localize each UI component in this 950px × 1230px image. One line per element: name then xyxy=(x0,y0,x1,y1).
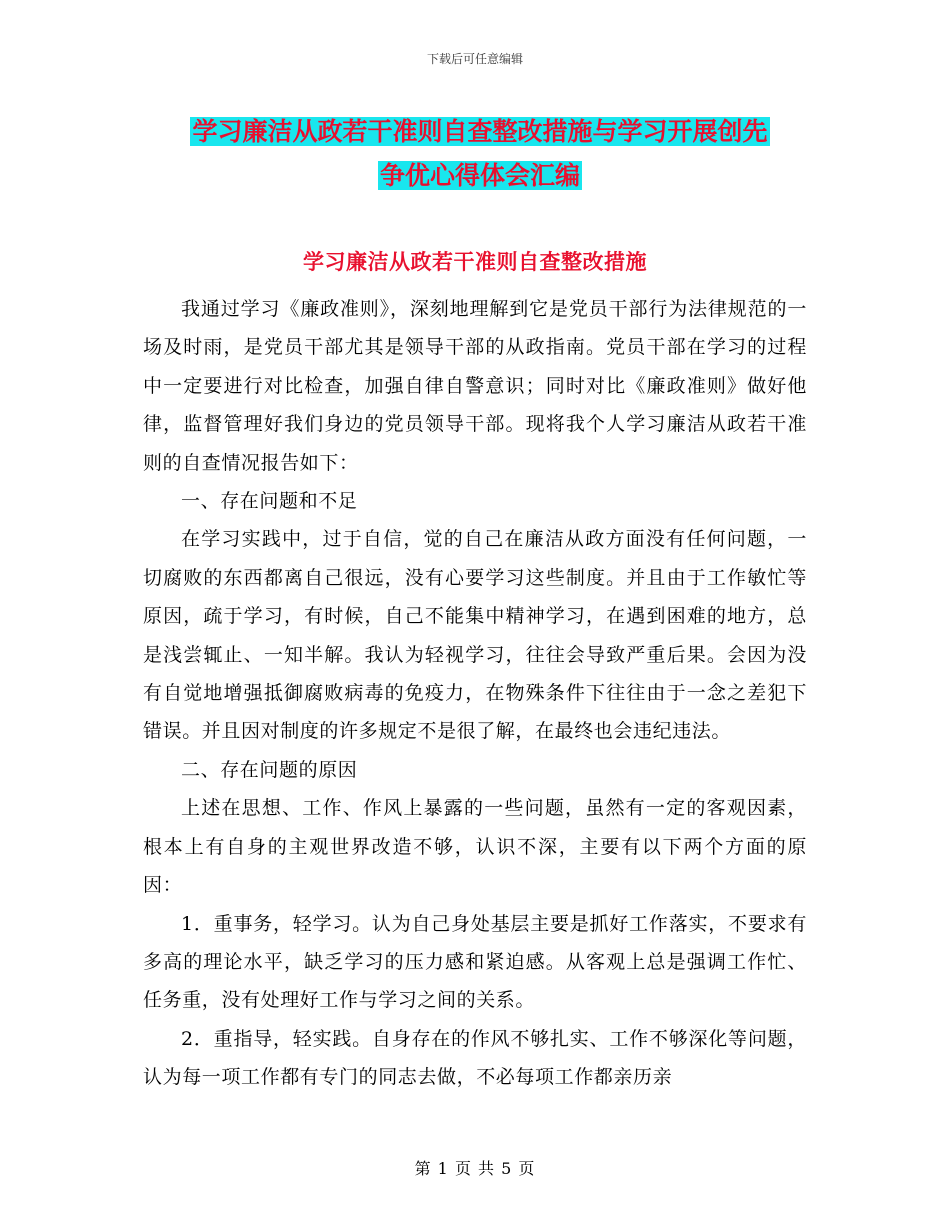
paragraph-problems: 在学习实践中，过于自信，觉的自己在廉洁从政方面没有任何问题，一切腐败的东西都离自己很远，没有心要学习这些制度。并且由于工作敏忙等原因，疏于学习，有时候，自己不能集中精神学习，在遇到困难的地方，总是浅尝辄止、一知半解。我认为轻视学习，往往会导致严重后果。会因为没有自觉地增强抵御腐败病毒的免疫力，在物殊条件下往往由于一念之差犯下错误。并且因对制度的许多规定不是很了解，在最终也会违纪违法。 xyxy=(143,528,807,743)
section-title: 学习廉洁从政若干准则自查整改措施 xyxy=(303,250,647,274)
heading-problems: 一、存在问题和不足 xyxy=(181,490,358,513)
paragraph-intro: 我通过学习《廉政准则》，深刻地理解到它是党员干部行为法律规范的一场及时雨，是党员干部尤其是领导干部的从政指南。党员干部在学习的过程中一定要进行对比检查，加强自律自警意识；同时对比《廉政准则》做好他律，监督管理好我们身边的党员领导干部。现将我个人学习廉洁从政若干准则的自查情况报告如下： xyxy=(143,298,807,474)
document-body xyxy=(143,290,807,1097)
paragraph-cause-1: 1．重事务，轻学习。认为自己身处基层主要是抓好工作落实，不要求有多高的理论水平，缺乏学习的压力感和紧迫感。从客观上总是强调工作忙、任务重，没有处理好工作与学习之间的关系。 xyxy=(143,912,807,1012)
document-title-line-1: 学习廉洁从政若干准则自查整改措施与学习开展创先 xyxy=(192,117,768,146)
document-title-line-2: 争优心得体会汇编 xyxy=(379,161,580,190)
document-title xyxy=(150,110,810,198)
heading-causes: 二、存在问题的原因 xyxy=(181,758,358,781)
page-number: 第 1 页 共 5 页 xyxy=(414,1159,536,1178)
paragraph-cause-2: 2．重指导，轻实践。自身存在的作风不够扎实、工作不够深化等问题，认为每一项工作都有专门的同志去做，不必每项工作都亲历亲 xyxy=(143,1027,807,1089)
page-header: 下载后可任意编辑 xyxy=(426,52,523,66)
paragraph-causes: 上述在思想、工作、作风上暴露的一些问题，虽然有一定的客观因素，根本上有自身的主观世界改造不够，认识不深，主要有以下两个方面的原因： xyxy=(143,797,807,897)
